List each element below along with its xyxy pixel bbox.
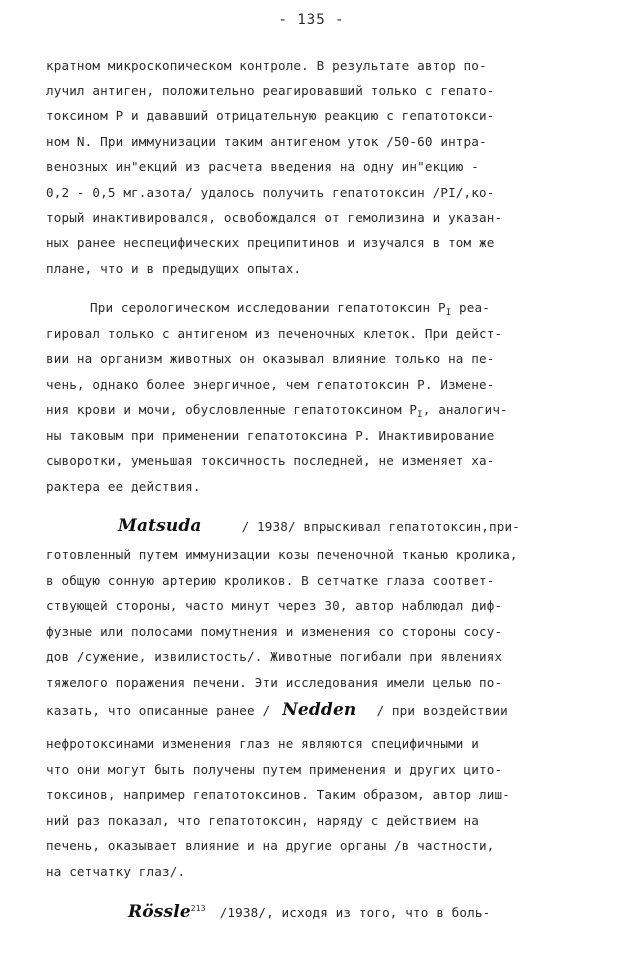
- text-line: рактера ее действия.: [46, 479, 201, 494]
- subscript: I: [417, 410, 423, 420]
- text-line: что они могут быть получены путем применения и других цито-: [46, 762, 503, 777]
- text-segment: реа-: [451, 300, 490, 315]
- text-line: печень, оказывает влияние и на другие органы /в частности,: [46, 838, 495, 853]
- text-line: плане, что и в предыдущих опытах.: [46, 261, 302, 276]
- text-line: торый инактивировался, освобождался от гемолизина и указан-: [46, 210, 503, 225]
- page-number: - 135 -: [278, 12, 345, 28]
- text-line: [46, 702, 508, 719]
- text-line: готовленный путем иммунизации козы печеночной тканью кролика,: [46, 547, 518, 562]
- text-line: нефротоксинами изменения глаз не являются специфичными и: [46, 736, 479, 751]
- symbol-P: P: [437, 300, 446, 315]
- text-line: токсинов, например гепатотоксинов. Таким образом, автор лиш-: [46, 787, 510, 802]
- text-line: токсином P и дававший отрицательную реакцию с гепатотокси-: [46, 108, 495, 123]
- text-line: [90, 302, 490, 318]
- text-line: венозных ин"екций из расчета введения на одну ин"екцию -: [46, 159, 479, 174]
- text-line: лучил антиген, положительно реагировавший только с гепато-: [46, 83, 495, 98]
- text-line: вии на организм животных он оказывал влияние только на пе-: [46, 351, 495, 366]
- text-line: чень, однако более энергичное, чем гепатотоксин P. Измене-: [46, 377, 495, 392]
- text-segment: , аналогич-: [422, 402, 508, 417]
- text-line: кратном микроскопическом контроле. В результате автор по-: [46, 58, 487, 73]
- text-line: фузные или полосами помутнения и изменения со стороны сосу-: [46, 624, 503, 639]
- text-line: ном N. При иммунизации таким антигеном уток /50-60 интра-: [46, 134, 487, 149]
- text-line: [128, 904, 490, 921]
- text-line: ных ранее неспецифических преципитинов и изучался в том же: [46, 235, 495, 250]
- text-line: ны таковым при применении гепатотоксина P. Инактивирование: [46, 428, 495, 443]
- text-line: ствующей стороны, часто минут через 30, автор наблюдал диф-: [46, 598, 503, 613]
- text-line: дов /сужение, извилистость/. Животные погибали при явлениях: [46, 649, 503, 664]
- text-line: [118, 518, 520, 535]
- handwritten-author-name: Matsuda: [118, 516, 202, 536]
- text-segment: При серологическом исследовании гепатотоксин: [90, 300, 431, 315]
- symbol-P: P: [409, 402, 418, 417]
- text-line: на сетчатку глаз/.: [46, 864, 186, 879]
- handwritten-author-name: Rössle: [128, 902, 191, 922]
- text-segment: /1938/, исходя из того, что в боль-: [219, 905, 491, 920]
- reference-number: 213: [190, 904, 206, 913]
- text-segment: ния крови и мочи, обусловленные гепатотоксином: [46, 402, 402, 417]
- text-line: ний раз показал, что гепатотоксин, наряду с действием на: [46, 813, 479, 828]
- text-line: гировал только с антигеном из печеночных клеток. При дейст-: [46, 326, 503, 341]
- text-segment: / 1938/ впрыскивал гепатотоксин,при-: [241, 519, 520, 534]
- subscript: I: [445, 308, 452, 318]
- text-line: 0,2 - 0,5 мг.азота/ удалось получить гепатотоксин /PI/,ко-: [46, 185, 495, 200]
- text-line: тяжелого поражения печени. Эти исследования имели целью по-: [46, 675, 503, 690]
- text-segment: казать, что описанные ранее /: [46, 703, 271, 718]
- text-line: [46, 404, 508, 420]
- text-segment: / при воздействии: [376, 703, 508, 718]
- handwritten-author-name: Nedden: [282, 700, 357, 720]
- text-line: в общую сонную артерию кроликов. В сетчатке глаза соответ-: [46, 573, 495, 588]
- text-line: сыворотки, уменьшая токсичность последней, не изменяет ха-: [46, 453, 495, 468]
